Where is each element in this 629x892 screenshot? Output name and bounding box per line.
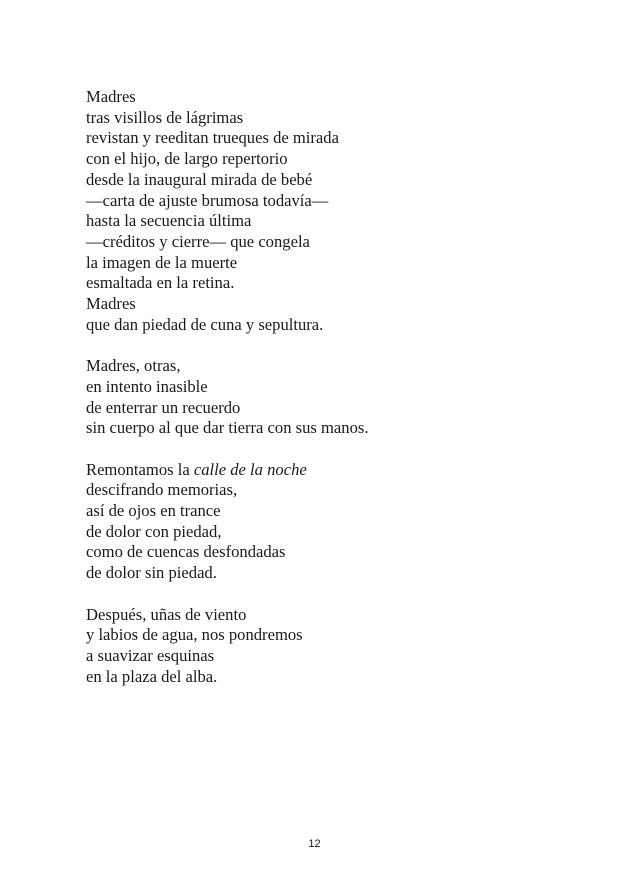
poem-line: la imagen de la muerte [86, 252, 238, 272]
poem-line: a suavizar esquinas [86, 645, 215, 665]
poem-line: revistan y reeditan trueques de mirada [86, 128, 339, 148]
stanza-4 [86, 605, 586, 688]
poem-line: de dolor con piedad, [86, 521, 222, 541]
stanza-3 [86, 460, 586, 584]
poem-line: como de cuencas desfondadas [86, 542, 286, 562]
poem-line: —carta de ajuste brumosa todavía— [86, 190, 329, 210]
poem-line: así de ojos en trance [86, 501, 221, 521]
poem-line: descifrando memorias, [86, 480, 238, 500]
page-number: 12 [308, 838, 321, 850]
poem-line: y labios de agua, nos pondremos [86, 625, 303, 645]
poem-line-with-italic [86, 460, 586, 481]
poem-line: con el hijo, de largo repertorio [86, 149, 288, 169]
poem-line: Después, uñas de viento [86, 604, 247, 624]
poem-line-prefix: Remontamos la [86, 459, 194, 479]
poem-line: hasta la secuencia última [86, 211, 252, 231]
poem-line: desde la inaugural mirada de bebé [86, 169, 313, 189]
italic-phrase: calle de la noche [193, 459, 307, 479]
poem-line: Madres [86, 87, 136, 106]
poem-line: de enterrar un recuerdo [86, 397, 241, 417]
stanza-2 [86, 356, 586, 439]
stanza-1 [86, 87, 586, 335]
poem-line: esmaltada en la retina. [86, 273, 235, 293]
poem-line: sin cuerpo al que dar tierra con sus manos. [86, 418, 369, 438]
poem-line: en intento inasible [86, 376, 208, 396]
poem-line: —créditos y cierre— que congela [86, 231, 310, 251]
poem-line: en la plaza del alba. [86, 666, 218, 686]
poem-body [86, 87, 586, 687]
poem-line: que dan piedad de cuna y sepultura. [86, 314, 324, 334]
poem-line: tras visillos de lágrimas [86, 107, 244, 127]
poem-line: Madres, otras, [86, 356, 181, 376]
poem-line: Madres [86, 294, 136, 314]
poem-line: de dolor sin piedad. [86, 563, 217, 583]
